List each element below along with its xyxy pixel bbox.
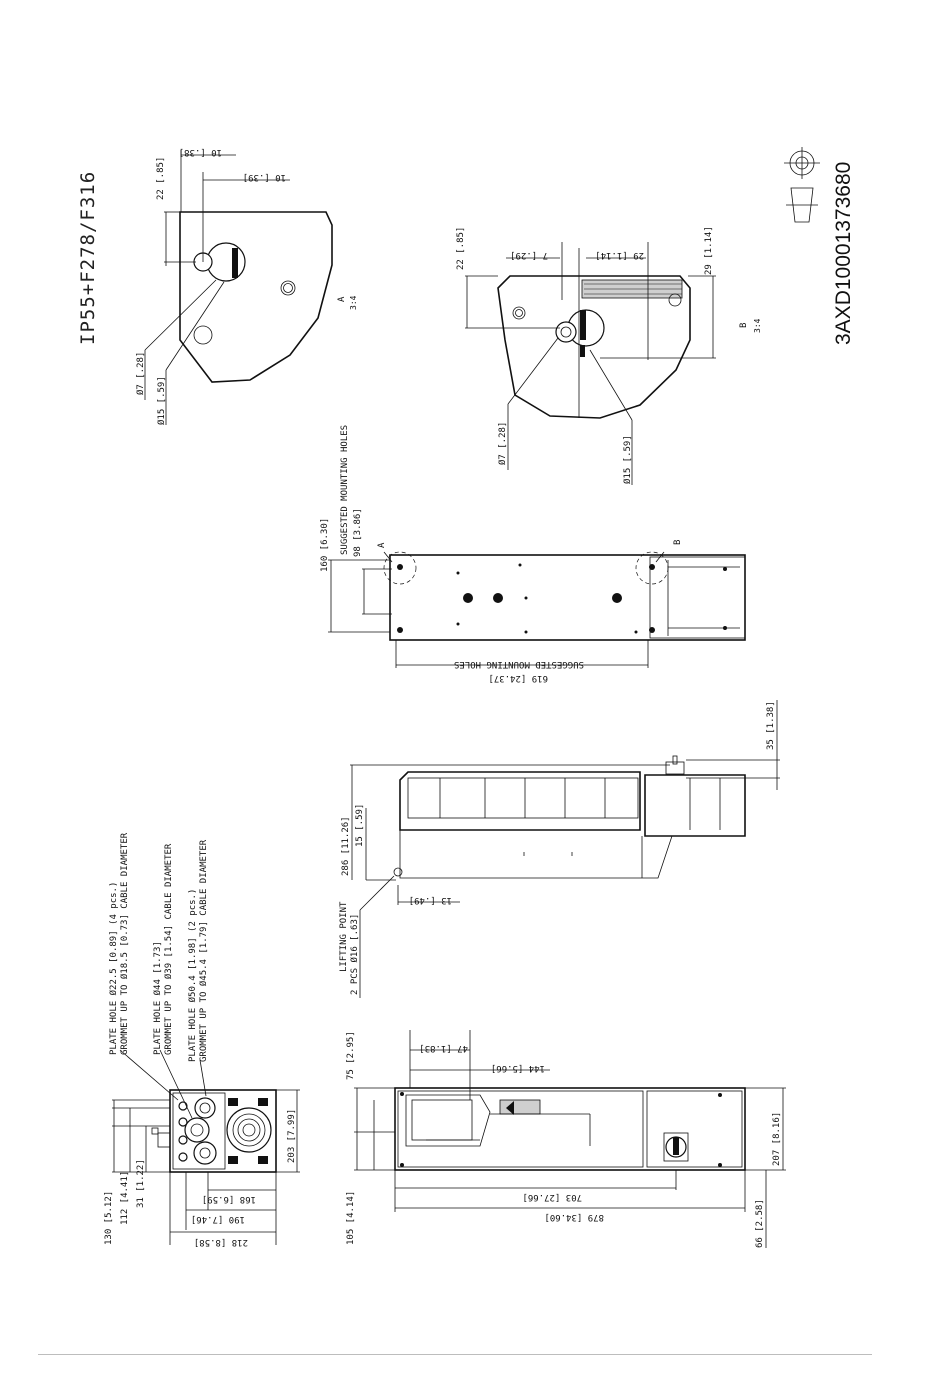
detail-a-label: A bbox=[337, 296, 347, 302]
bottom-view-note: GROMMET UP TO Ø18.5 [0.73] CABLE DIAMETER bbox=[120, 832, 130, 1055]
bottom-view-note: GROMMET UP TO Ø45.4 [1.79] CABLE DIAMETER bbox=[199, 839, 209, 1062]
front-view-dim: 703 [27.66] bbox=[522, 1192, 582, 1202]
detail-b-label: B bbox=[739, 322, 749, 328]
bottom-view-note: PLATE HOLE Ø50.4 [1.98] (2 pcs.) bbox=[188, 888, 198, 1062]
back-view-dim: 619 [24.37] bbox=[488, 673, 548, 683]
detail-a-dim: Ø7 [.28] bbox=[136, 351, 146, 395]
side-view bbox=[350, 700, 780, 998]
front-view-dim: 105 [4.14] bbox=[346, 1190, 356, 1245]
detail-a-scale: 3:4 bbox=[349, 295, 358, 310]
side-view-dim: 15 [.59] bbox=[355, 803, 365, 847]
back-view-callout: A bbox=[377, 542, 387, 548]
projection-symbol-icon bbox=[784, 147, 820, 222]
bottom-view-dim: 203 [7.99] bbox=[287, 1108, 297, 1163]
bottom-view-note: PLATE HOLE Ø22.5 [0.89] (4 pcs.) bbox=[109, 881, 119, 1055]
front-view-dim: 144 [5.66] bbox=[490, 1063, 545, 1073]
back-view-dim: 160 [6.30] bbox=[320, 517, 330, 572]
front-view-dim: 75 [2.95] bbox=[346, 1031, 356, 1080]
back-view-note: SUGGESTED MOUNTING HOLES bbox=[453, 659, 584, 669]
detail-a-dim: 10 [.38] bbox=[178, 147, 222, 157]
side-view-dim: 286 [11.26] bbox=[341, 816, 351, 876]
back-view bbox=[328, 552, 745, 668]
detail-a-view bbox=[145, 150, 332, 425]
detail-b-dim: Ø7 [.28] bbox=[498, 421, 508, 465]
drawing-title: IP55+F278/F316 bbox=[77, 170, 99, 345]
detail-b-dim: Ø15 [.59] bbox=[623, 435, 633, 484]
back-view-note: SUGGESTED MOUNTING HOLES bbox=[340, 424, 350, 555]
bottom-view-dim: 130 [5.12] bbox=[104, 1190, 114, 1245]
lifting-point-spec: 2 PCS Ø16 [.63] bbox=[350, 913, 360, 995]
detail-b-dim: 7 [.29] bbox=[510, 250, 548, 260]
front-view-dim: 207 [8.16] bbox=[772, 1111, 782, 1166]
detail-b-scale: 3:4 bbox=[753, 318, 762, 333]
lifting-point-label: LIFTING POINT bbox=[339, 901, 349, 972]
bottom-view-dim: 31 [1.22] bbox=[136, 1159, 146, 1208]
front-view-dim: 879 [34.60] bbox=[544, 1212, 604, 1222]
side-view-dim: 13 [.49] bbox=[408, 895, 452, 905]
document-number: 3AXD10001373680 bbox=[832, 161, 855, 345]
footer-divider bbox=[38, 1354, 872, 1355]
bottom-view-note: PLATE HOLE Ø44 [1.73] bbox=[153, 941, 163, 1055]
bottom-view-dim: 112 [4.41] bbox=[120, 1170, 130, 1225]
side-view-dim: 35 [1.38] bbox=[766, 701, 776, 750]
detail-a-dim: 10 [.39] bbox=[242, 172, 286, 182]
detail-b-dim: 29 [1.14] bbox=[595, 250, 644, 260]
front-view-dim: 47 [1.83] bbox=[419, 1043, 468, 1053]
detail-a-dim: 22 [.85] bbox=[156, 156, 166, 200]
back-view-callout: B bbox=[673, 539, 683, 545]
bottom-view-dim: 190 [7.46] bbox=[190, 1214, 245, 1224]
bottom-view-dim: 218 [8.58] bbox=[193, 1237, 248, 1247]
detail-b-dim: 22 [.85] bbox=[456, 226, 466, 270]
bottom-view-note: GROMMET UP TO Ø39 [1.54] CABLE DIAMETER bbox=[164, 843, 174, 1055]
front-view-dim: 66 [2.58] bbox=[755, 1199, 765, 1248]
detail-b-dim: 29 [1.14] bbox=[704, 226, 714, 275]
detail-a-dim: Ø15 [.59] bbox=[157, 376, 167, 425]
back-view-dim: 98 [3.86] bbox=[353, 508, 363, 557]
bottom-view-dim: 168 [6.59] bbox=[201, 1194, 256, 1204]
